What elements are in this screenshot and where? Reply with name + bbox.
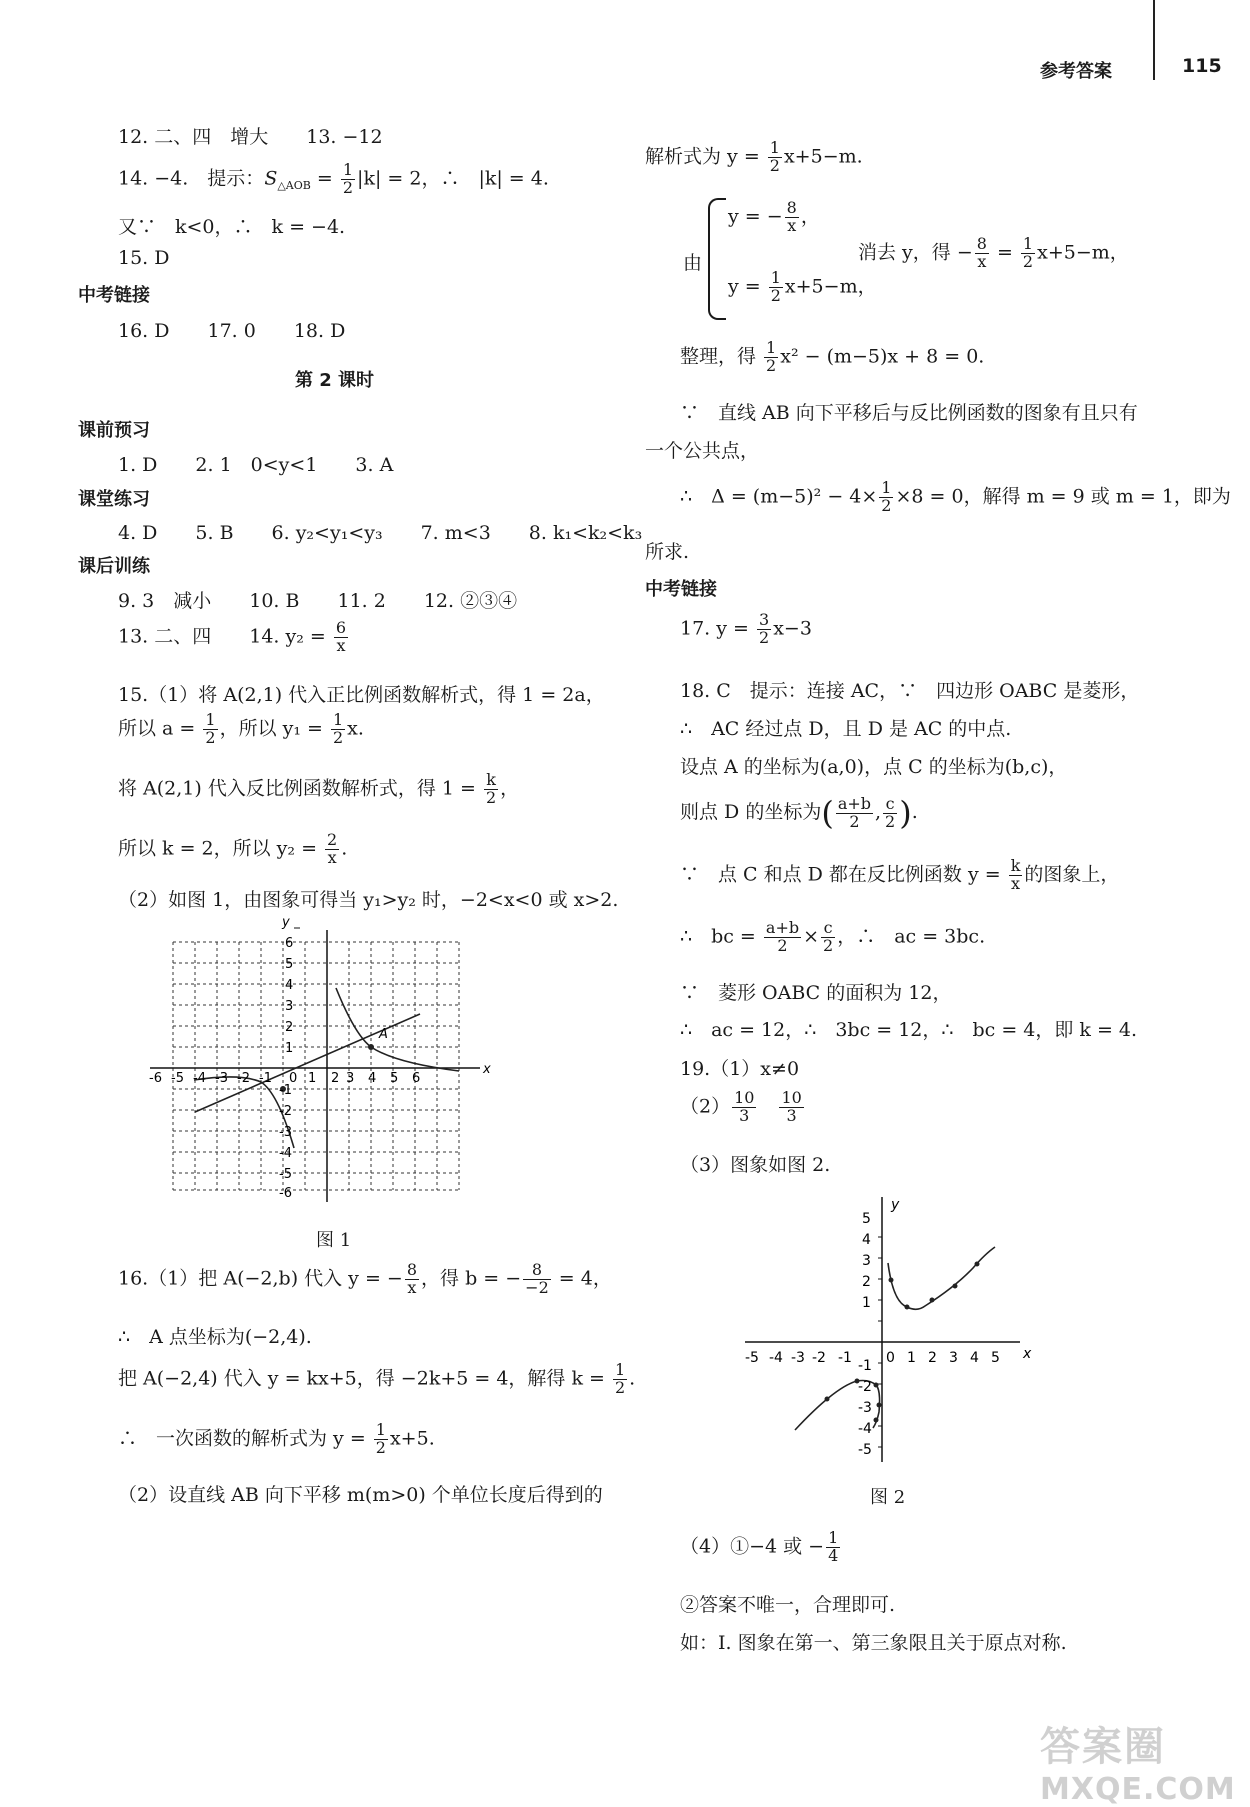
y-tick: 3 xyxy=(285,999,294,1014)
fraction: $\frac{3}{2}$ xyxy=(759,610,770,647)
x-tick: 1 xyxy=(308,1071,317,1086)
answer-line: 消去 y，得 − $\frac{8}{x}$ = $\frac{1}{2}$ x+5−m， xyxy=(858,234,1129,271)
y-tick: -5 xyxy=(858,1442,872,1458)
x-axis-label: x xyxy=(483,1062,491,1077)
answer-line: 14. −4. 提示：$S_{\triangle AOB}$ = $\frac{1}{2}$ |k| = 2，∴ |k| = 4. xyxy=(118,160,549,197)
answer-line: ∵ 菱形 OABC 的面积为 12， xyxy=(680,982,952,1004)
x-tick: 0 xyxy=(886,1350,895,1366)
answer-line: （3）图象如图 2. xyxy=(680,1154,831,1176)
fraction: $\frac{1}{2}$ xyxy=(614,1360,626,1397)
y-tick: 2 xyxy=(285,1020,294,1035)
x-tick: 5 xyxy=(991,1350,1000,1366)
answer-line: 所求. xyxy=(645,541,690,563)
figure-2-graph xyxy=(745,1192,1035,1472)
fraction: $\frac{1}{4}$ xyxy=(828,1528,839,1565)
figure-1-caption: 图 1 xyxy=(316,1230,352,1251)
answer-line: 12. 二、四 增大 13. −12 xyxy=(118,126,383,148)
answer-line: 则点 D 的坐标为( $\frac{a+b}{2}$ , $\frac{c}{2}$ ). xyxy=(680,793,918,832)
figure-1-graph xyxy=(149,915,505,1220)
fraction: $\frac{1}{2}$ xyxy=(769,138,780,175)
fraction: $\frac{c}{2}$ xyxy=(823,918,834,955)
y-tick: 1 xyxy=(285,1041,294,1056)
x-tick: 3 xyxy=(949,1350,958,1366)
fraction: $\frac{k}{2}$ xyxy=(485,770,497,807)
fraction: $\frac{1}{2}$ xyxy=(770,268,781,305)
answer-line: （2） $\frac{10}{3}$ $\frac{10}{3}$ xyxy=(680,1088,802,1125)
y-tick: 1 xyxy=(862,1295,871,1311)
fraction: $\frac{10}{3}$ xyxy=(734,1088,755,1125)
answer-line: 设点 A 的坐标为(a,0)，点 C 的坐标为(b,c)， xyxy=(680,756,1068,778)
x-tick: 5 xyxy=(390,1071,399,1086)
hyperbola-branch-1 xyxy=(336,988,459,1071)
section-heading: 课堂练习 xyxy=(78,489,150,510)
fraction: $\frac{a+b}{2}$ xyxy=(837,793,871,831)
point-a-label: A xyxy=(379,1027,388,1042)
x-tick: 6 xyxy=(412,1071,421,1086)
y-tick: 2 xyxy=(862,1274,871,1290)
fraction: $\frac{1}{2}$ xyxy=(1022,234,1034,271)
answer-line: 解析式为 y = $\frac{1}{2}$ x+5−m. xyxy=(645,138,863,175)
x-tick: -6 xyxy=(149,1071,162,1086)
y-tick: 5 xyxy=(862,1211,871,1227)
x-tick: 4 xyxy=(368,1071,377,1086)
answer-line: ∵ 直线 AB 向下平移后与反比例函数的图象有且只有 xyxy=(680,402,1138,424)
fraction: $\frac{1}{2}$ xyxy=(375,1420,386,1457)
data-point xyxy=(877,1403,882,1408)
y-tick: 6 xyxy=(285,936,294,951)
watermark-url: MXQE.COM xyxy=(1040,1772,1236,1807)
fraction: $\frac{8}{x}$ xyxy=(406,1260,418,1297)
header-title: 参考答案 xyxy=(1040,61,1112,82)
answer-line: （2）如图 1，由图象可得当 y₁>y₂ 时，−2<x<0 或 x>2. xyxy=(118,889,619,911)
watermark-text: 答案圈 xyxy=(1040,1724,1166,1770)
fraction: $\frac{1}{2}$ xyxy=(332,710,344,747)
answer-line: 将 A(2,1) 代入反比例函数解析式，得 1 = $\frac{k}{2}$ ， xyxy=(118,770,520,807)
fraction: $\frac{6}{x}$ xyxy=(335,618,347,655)
fraction: $\frac{8}{x}$ xyxy=(976,234,987,271)
x-tick: 1 xyxy=(907,1350,916,1366)
answer-line: 16.（1）把 A(−2,b) 代入 y = − $\frac{8}{x}$ ，得 b = − $\frac{8}{-2}$ = 4， xyxy=(118,1260,612,1297)
answer-line: ∴ AC 经过点 D，且 D 是 AC 的中点. xyxy=(680,718,1012,740)
y-tick: 3 xyxy=(862,1253,871,1269)
header-divider xyxy=(1153,0,1155,80)
answer-line: 1. D 2. 1 0<y<1 3. A xyxy=(118,454,394,476)
fraction: $\frac{c}{2}$ xyxy=(885,793,896,831)
answer-line: 15.（1）将 A(2,1) 代入正比例函数解析式，得 1 = 2a， xyxy=(118,684,605,706)
y-tick: -4 xyxy=(858,1421,872,1437)
fraction: $\frac{a+b}{2}$ xyxy=(765,918,800,955)
watermark xyxy=(1040,1715,1236,1807)
answer-line: 18. C 提示：连接 AC，∵ 四边形 OABC 是菱形， xyxy=(680,680,1140,702)
y-tick: -6 xyxy=(279,1186,292,1201)
x-tick: 0 xyxy=(289,1071,298,1086)
answer-line: 4. D 5. B 6. y₂<y₁<y₃ 7. m<3 8. k₁<k₂<k₃ xyxy=(118,522,643,544)
answer-line: 16. D 17. 0 18. D xyxy=(118,320,346,342)
answer-line: 13. 二、四 14. y₂ = $\frac{6}{x}$ xyxy=(118,618,347,655)
equation-brace xyxy=(708,198,726,320)
fraction: $\frac{8}{-2}$ xyxy=(525,1260,549,1297)
x-tick: -5 xyxy=(171,1071,184,1086)
grid xyxy=(173,942,459,1190)
answer-line: ∴ Δ = (m−5)² − 4× $\frac{1}{2}$ ×8 = 0，解得 m = 9 或 m = 1，即为 xyxy=(680,478,1231,515)
x-tick: 2 xyxy=(928,1350,937,1366)
data-point xyxy=(825,1397,830,1402)
fraction: $\frac{1}{2}$ xyxy=(881,478,892,515)
fraction: $\frac{2}{x}$ xyxy=(327,830,338,867)
answer-line: 把 A(−2,4) 代入 y = kx+5，得 −2k+5 = 4，解得 k = $\frac{1}{2}$ . xyxy=(118,1360,636,1397)
y-tick: -4 xyxy=(279,1146,292,1161)
system-label: 由 xyxy=(683,252,703,274)
data-point xyxy=(889,1278,894,1283)
data-point xyxy=(874,1418,879,1423)
fraction: $\frac{1}{2}$ xyxy=(342,160,354,197)
answer-line: 17. y = $\frac{3}{2}$ x−3 xyxy=(680,610,812,647)
fraction: $\frac{1}{2}$ xyxy=(766,338,777,375)
data-point xyxy=(953,1284,958,1289)
y-tick: 4 xyxy=(862,1232,871,1248)
fraction: $\frac{1}{2}$ xyxy=(205,710,216,747)
fraction: $\frac{10}{3}$ xyxy=(781,1088,802,1125)
lesson-title: 第 2 课时 xyxy=(295,370,375,391)
answer-line: 所以 k = 2，所以 y₂ = $\frac{2}{x}$ . xyxy=(118,830,348,867)
x-tick: -3 xyxy=(215,1071,228,1086)
y-tick: 5 xyxy=(285,957,294,972)
y-tick: -1 xyxy=(279,1083,292,1098)
answer-line: 又∵ k<0，∴ k = −4. xyxy=(118,216,346,238)
y-axis-label: y xyxy=(891,1197,900,1213)
y-tick: -2 xyxy=(279,1104,292,1119)
y-tick: -5 xyxy=(279,1167,292,1182)
data-point xyxy=(930,1298,935,1303)
answer-line: 15. D xyxy=(118,247,170,269)
x-tick: 2 xyxy=(331,1071,340,1086)
answer-line: ∴ bc = $\frac{a+b}{2}$ × $\frac{c}{2}$ ，∴ ac = 3bc. xyxy=(680,918,986,955)
x-tick: -2 xyxy=(237,1071,250,1086)
x-axis-label: x xyxy=(1023,1346,1032,1362)
section-heading: 课前预习 xyxy=(78,420,150,441)
x-tick: -4 xyxy=(769,1350,783,1366)
y-axis-label: y xyxy=(282,915,290,930)
y-tick: 4 xyxy=(285,978,294,993)
answer-line: 如：Ⅰ. 图象在第一、第三象限且关于原点对称. xyxy=(680,1632,1067,1654)
y-tick: -3 xyxy=(279,1125,292,1140)
y-tick: -1 xyxy=(858,1358,872,1374)
answer-line: （4）①−4 或 − $\frac{1}{4}$ xyxy=(680,1528,839,1565)
figure-2-caption: 图 2 xyxy=(870,1487,906,1508)
data-point xyxy=(874,1383,879,1388)
x-tick: -1 xyxy=(838,1350,852,1366)
answer-line: 19.（1）x≠0 xyxy=(680,1058,800,1080)
y-tick-labels xyxy=(858,1211,872,1458)
fraction: $\frac{k}{x}$ xyxy=(1010,856,1021,893)
point-a xyxy=(368,1044,374,1050)
answer-line: ②答案不唯一，合理即可. xyxy=(680,1594,896,1616)
x-tick: 4 xyxy=(970,1350,979,1366)
x-tick: -3 xyxy=(791,1350,805,1366)
y-tick: -3 xyxy=(858,1400,872,1416)
answer-line: 9. 3 减小 10. B 11. 2 12. ②③④ xyxy=(118,590,518,612)
data-point xyxy=(975,1262,980,1267)
x-tick: 3 xyxy=(346,1071,355,1086)
x-tick: -1 xyxy=(259,1071,272,1086)
answer-line: ∴ 一次函数的解析式为 y = $\frac{1}{2}$ x+5. xyxy=(118,1420,435,1457)
fraction: $\frac{8}{x}$ xyxy=(786,198,797,235)
curve-right-branch xyxy=(888,1247,995,1309)
x-tick: -5 xyxy=(745,1350,759,1366)
data-point xyxy=(905,1305,910,1310)
system-eq-1: y = − $\frac{8}{x}$ ， xyxy=(728,198,820,235)
answer-line: 整理，得 $\frac{1}{2}$ x² − (m−5)x + 8 = 0. xyxy=(680,338,985,375)
x-tick-labels xyxy=(745,1350,1000,1366)
x-tick: -2 xyxy=(812,1350,826,1366)
section-heading: 中考链接 xyxy=(78,285,150,306)
x-tick: -4 xyxy=(193,1071,206,1086)
section-heading: 中考链接 xyxy=(645,579,717,600)
answer-line: 所以 a = $\frac{1}{2}$ ，所以 y₁ = $\frac{1}{2}$ x. xyxy=(118,710,364,747)
system-eq-2: y = $\frac{1}{2}$ x+5−m， xyxy=(728,268,877,305)
answer-line: ∴ ac = 12，∴ 3bc = 12，∴ bc = 4，即 k = 4. xyxy=(680,1019,1138,1041)
page-number: 115 xyxy=(1182,55,1222,77)
answer-line: ∵ 点 C 和点 D 都在反比例函数 y = $\frac{k}{x}$ 的图象上， xyxy=(680,856,1120,893)
answer-line: ∴ A 点坐标为(−2,4). xyxy=(118,1326,312,1348)
y-tick: -2 xyxy=(858,1379,872,1395)
answer-line: （2）设直线 AB 向下平移 m(m>0) 个单位长度后得到的 xyxy=(118,1484,603,1506)
answer-line: 一个公共点， xyxy=(645,440,760,462)
section-heading: 课后训练 xyxy=(78,556,150,577)
